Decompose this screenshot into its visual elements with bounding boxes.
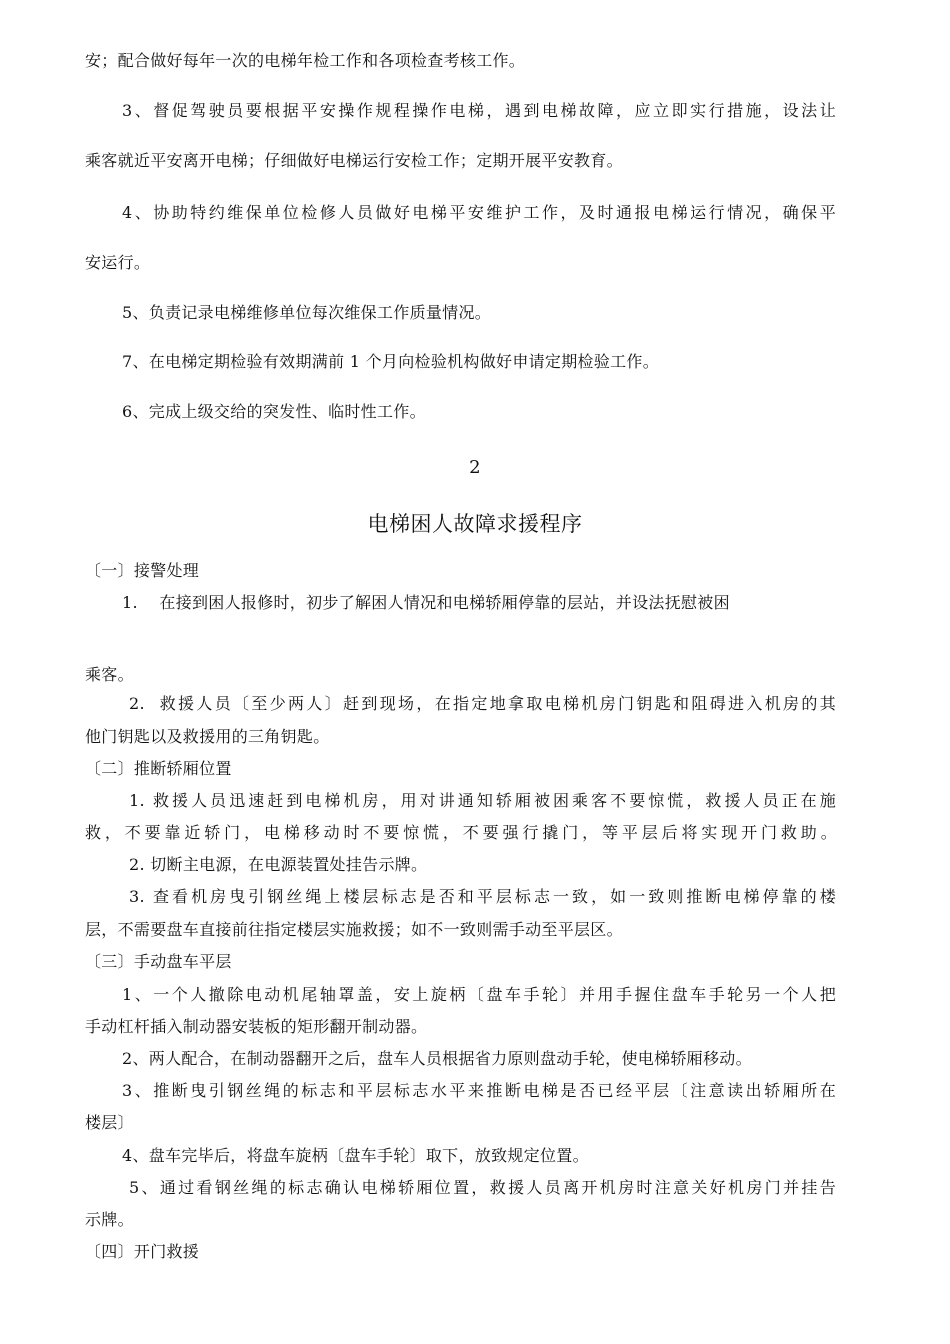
paragraph-line: 层，不需要盘车直接前往指定楼层实施救援；如不一致则需手动至平层区。 [85,920,623,939]
paragraph-line: 安；配合做好每年一次的电梯年检工作和各项检查考核工作。 [85,51,526,70]
paragraph-line: 1. 救援人员迅速赶到电梯机房，用对讲通知轿厢被困乘客不要惊慌，救援人员正在施 [129,791,836,810]
paragraph-line: 示牌。 [85,1210,134,1229]
section-heading: 〔三〕手动盘车平层 [85,952,232,971]
paragraph-line: 4、协助特约维保单位检修人员做好电梯平安维护工作，及时通报电梯运行情况，确保平 [122,203,836,222]
paragraph-line: 他门钥匙以及救援用的三角钥匙。 [85,727,330,746]
paragraph-line: 楼层〕 [85,1113,134,1132]
paragraph-line: 3. 查看机房曳引钢丝绳上楼层标志是否和平层标志一致，如一致则推断电梯停靠的楼 [129,887,836,906]
paragraph-line: 5、通过看钢丝绳的标志确认电梯轿厢位置，救援人员离开机房时注意关好机房门并挂告 [129,1178,836,1197]
section-heading: 〔四〕开门救援 [85,1242,200,1261]
paragraph-line: 6、完成上级交给的突发性、临时性工作。 [122,402,426,421]
paragraph-line: 2. 切断主电源，在电源装置处挂告示牌。 [129,855,428,874]
paragraph-line: 乘客。 [85,665,134,684]
paragraph-line: 2、两人配合，在制动器翻开之后，盘车人员根据省力原则盘动手轮，使电梯轿厢移动。 [122,1049,752,1068]
paragraph-line: 4、盘车完毕后，将盘车旋柄〔盘车手轮〕取下，放致规定位置。 [122,1146,589,1165]
paragraph-line: 5、负责记录电梯维修单位每次维保工作质量情况。 [122,303,492,322]
section-heading: 〔一〕接警处理 [85,561,200,580]
paragraph-line: 7、在电梯定期检验有效期满前 1 个月向检验机构做好申请定期检验工作。 [122,352,660,371]
section-heading: 〔二〕推断轿厢位置 [85,759,232,778]
paragraph-line: 安运行。 [85,253,151,272]
paragraph-line: 乘客就近平安离开电梯；仔细做好电梯运行安检工作；定期开展平安教育。 [85,151,623,170]
paragraph-line: 3、督促驾驶员要根据平安操作规程操作电梯，遇到电梯故障，应立即实行措施，设法让 [122,101,836,120]
page-title: 电梯困人故障求援程序 [367,512,583,536]
paragraph-line: 救，不要靠近轿门，电梯移动时不要惊慌，不要强行撬门，等平层后将实现开门救助。 [85,823,837,842]
page-number: 2 [469,457,481,478]
paragraph-line: 手动杠杆插入制动器安装板的矩形翻开制动器。 [85,1017,428,1036]
paragraph-line: 2. 救援人员〔至少两人〕赶到现场，在指定地拿取电梯机房门钥匙和阻碍进入机房的其 [129,694,836,713]
paragraph-line: 1. 在接到困人报修时，初步了解困人情况和电梯轿厢停靠的层站，并设法抚慰被困 [122,593,730,612]
paragraph-line: 3、推断曳引钢丝绳的标志和平层标志水平来推断电梯是否已经平层〔注意读出轿厢所在 [122,1081,836,1100]
paragraph-line: 1、一个人撤除电动机尾轴罩盖，安上旋柄〔盘车手轮〕并用手握住盘车手轮另一个人把 [122,985,836,1004]
